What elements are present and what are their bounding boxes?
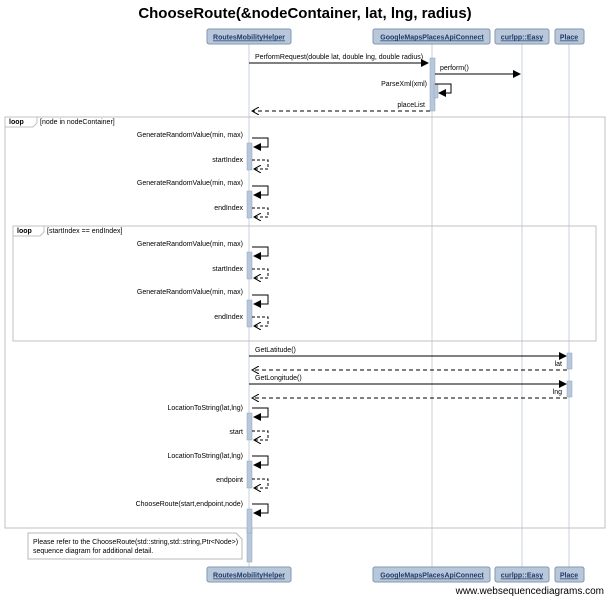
diagram-title: ChooseRoute(&nodeContainer, lat, lng, radius)	[138, 5, 472, 22]
fragment-keyword: loop	[9, 119, 24, 126]
message-location-to-string	[168, 405, 269, 417]
svg-text:GenerateRandomValue(min, max): GenerateRandomValue(min, max)	[136, 241, 243, 248]
svg-text:GetLatitude(): GetLatitude()	[255, 347, 296, 354]
message-get-longitude	[249, 375, 566, 384]
svg-text:lng: lng	[552, 389, 562, 396]
svg-text:ChooseRoute(start,endpoint,nod: ChooseRoute(start,endpoint,node)	[135, 501, 243, 508]
svg-text:GetLongitude(): GetLongitude()	[255, 375, 302, 382]
message-end-index-return	[214, 205, 268, 217]
message-end-index-return	[214, 314, 268, 326]
participant-gmp-bottom	[373, 567, 490, 582]
message-parse-xml	[381, 81, 451, 93]
activation-rmh	[247, 509, 252, 533]
message-start-index-return	[212, 266, 268, 278]
svg-text:RoutesMobilityHelper: RoutesMobilityHelper	[213, 34, 285, 42]
activation-rmh	[247, 461, 252, 488]
svg-text:GoogleMapsPlacesApiConnect: GoogleMapsPlacesApiConnect	[380, 34, 484, 42]
note	[28, 533, 242, 559]
svg-text:ParseXml(xml): ParseXml(xml)	[381, 81, 427, 88]
participant-gmp-top	[373, 29, 490, 44]
loop-fragment-outer	[5, 117, 605, 528]
note-line: sequence diagram for additional detail.	[33, 548, 154, 555]
participant-place-top	[555, 29, 584, 44]
message-lng-return	[252, 389, 567, 398]
message-endpoint-return	[216, 477, 268, 488]
activation-rmh	[247, 300, 252, 327]
activation-rmh	[247, 413, 252, 440]
svg-text:Place: Place	[559, 572, 579, 580]
message-perform-request	[249, 54, 428, 63]
svg-text:curlpp::Easy: curlpp::Easy	[500, 572, 544, 580]
svg-text:LocationToString(lat,lng): LocationToString(lat,lng)	[167, 405, 243, 412]
participant-place-bottom	[555, 567, 584, 582]
participant-rmh-bottom	[207, 567, 291, 582]
svg-text:start: start	[229, 429, 243, 436]
svg-text:placeList: placeList	[397, 102, 425, 109]
participant-curl-top	[495, 29, 549, 44]
activation-gmp-self	[434, 84, 438, 98]
svg-text:RoutesMobilityHelper: RoutesMobilityHelper	[213, 572, 285, 580]
fragment-condition: [startIndex == endIndex]	[47, 228, 123, 235]
activation-place	[567, 381, 572, 397]
message-lat-return	[252, 361, 567, 370]
svg-text:endIndex: endIndex	[214, 205, 243, 212]
svg-text:lat: lat	[554, 361, 562, 368]
participant-curl-bottom	[495, 567, 549, 582]
fragment-condition: [node in nodeContainer]	[40, 119, 115, 126]
message-perform	[435, 65, 520, 74]
svg-text:endIndex: endIndex	[214, 314, 243, 321]
svg-text:startIndex: startIndex	[212, 157, 243, 164]
svg-text:endpoint: endpoint	[216, 477, 243, 484]
activation-rmh	[247, 191, 252, 218]
svg-text:curlpp::Easy: curlpp::Easy	[500, 34, 544, 42]
watermark: www.websequencediagrams.com	[455, 586, 604, 597]
svg-text:startIndex: startIndex	[212, 266, 243, 273]
svg-text:PerformRequest(double lat, dou: PerformRequest(double lat, double lng, double radius)	[255, 54, 424, 61]
activation-rmh	[247, 252, 252, 279]
svg-text:GenerateRandomValue(min, max): GenerateRandomValue(min, max)	[136, 289, 243, 296]
message-get-latitude	[249, 347, 566, 356]
svg-text:GoogleMapsPlacesApiConnect: GoogleMapsPlacesApiConnect	[380, 572, 484, 580]
svg-text:GenerateRandomValue(min, max): GenerateRandomValue(min, max)	[136, 180, 243, 187]
activation-place	[567, 353, 572, 369]
participant-rmh-top	[207, 29, 291, 44]
note-line: Please refer to the ChooseRoute(std::string,std::string,Ptr<Node>)	[33, 539, 239, 546]
fragment-keyword: loop	[17, 228, 32, 235]
svg-text:LocationToString(lat,lng): LocationToString(lat,lng)	[167, 453, 243, 460]
loop-fragment-inner	[13, 226, 596, 341]
activation-rmh	[247, 143, 252, 170]
svg-text:Place: Place	[559, 34, 579, 42]
message-place-list-return	[252, 102, 430, 111]
svg-text:GenerateRandomValue(min, max): GenerateRandomValue(min, max)	[136, 132, 243, 139]
svg-text:perform(): perform()	[440, 65, 469, 72]
message-start-index-return	[212, 157, 268, 169]
message-location-to-string	[168, 453, 269, 465]
